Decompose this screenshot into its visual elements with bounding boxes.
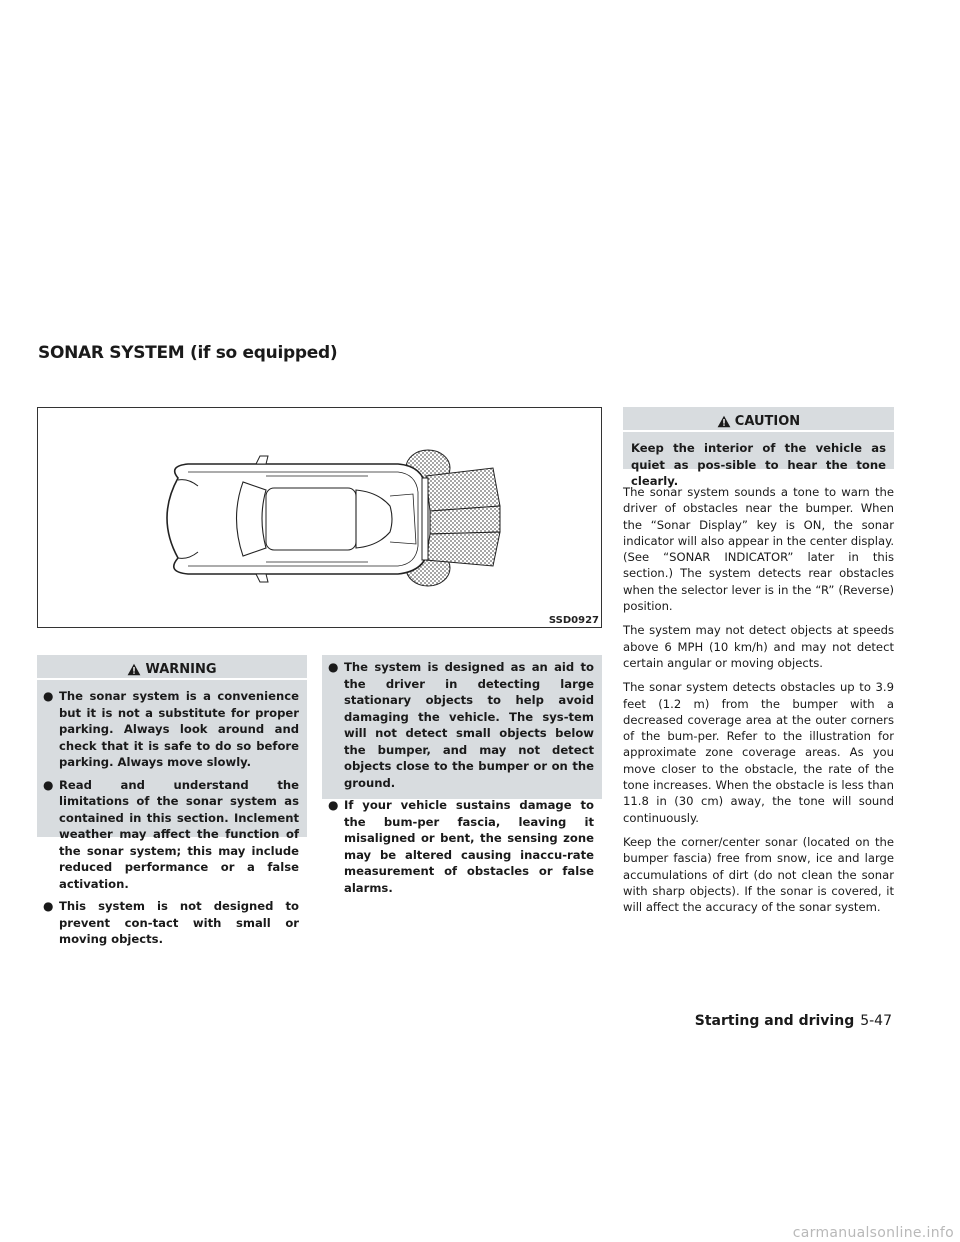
watermark-text: carmanualsonline.info: [792, 1225, 954, 1241]
watermark: [0, 1224, 960, 1242]
warning-title: WARNING: [145, 661, 217, 677]
warning-item: ● The sonar system is a convenience but it is not a substitute for proper parking. Always look around and check that it is safe to do so before parking. Always move slowly.: [43, 689, 299, 769]
figure-code: SSD0927: [548, 615, 599, 626]
page-footer: [695, 1013, 892, 1029]
warning-item: ● If your vehicle sustains damage to the bum-per fascia, leaving it misaligned or bent, the sensing zone may be altered causing inaccu-rate measurement of obstacles or false alarms.: [328, 798, 594, 895]
caution-box: [623, 407, 894, 488]
warning-heading: [37, 655, 307, 680]
chapter-name: Starting and driving: [694, 1013, 855, 1029]
warning-item: ● Read and understand the limitations of the sonar system as contained in this section. Inclement weather may affect the function of the sonar system; this may include reduced performance or a false activation.: [43, 777, 299, 891]
body-paragraph: The sonar system sounds a tone to warn the driver of obstacles near the bumper. When the “Sonar Display” key is ON, the sonar indicator will also appear in the center display. (See “SONAR INDICATOR” later in this section.) The system detects rear obstacles when the selector lever is in the “R” (Reverse) position.: [623, 485, 894, 614]
caution-heading: [623, 407, 894, 432]
body-paragraph: Keep the corner/center sonar (located on the bumper fascia) free from snow, ice and large accumulations of dirt (do not clean the sonar with sharp objects). If the sonar is covered, it will affect the accuracy of the sonar system.: [623, 834, 894, 915]
body-paragraph: The sonar system detects obstacles up to 3.9 feet (1.2 m) from the bumper with a decreased coverage area at the outer corners of the bum-per. Refer to the illustration for approximate zone coverage areas. As you move closer to the obstacle, the rate of the tone increases. When the obstacle is less than 11.8 in (30 cm) away, the tone will sound continuously.: [623, 680, 894, 825]
warning-box-right: [322, 655, 602, 895]
caution-text: Keep the interior of the vehicle as quiet as pos-sible to hear the tone clearly.: [631, 441, 886, 488]
car-sonar-coverage-illustration: [38, 408, 603, 629]
section-title: SONAR SYSTEM (if so equipped): [38, 343, 338, 363]
sonar-illustration: [37, 407, 602, 628]
body-text-column: [623, 484, 894, 923]
body-paragraph: The system may not detect objects at speeds above 6 MPH (10 km/h) and may not detect certain angular or moving objects.: [623, 623, 894, 670]
caution-title: CAUTION: [734, 413, 801, 429]
warning-item: ● This system is not designed to prevent con-tact with small or moving objects.: [43, 899, 299, 946]
warning-triangle-icon: [717, 415, 731, 428]
warning-item: ● The system is designed as an aid to the driver in detecting large stationary objects to help avoid damaging the vehicle. The sys-tem will not detect small objects below the bumper, and may not detect objects close to the bumper or on the ground.: [328, 660, 594, 790]
page-number: 5-47: [860, 1013, 892, 1029]
warning-box-left: [37, 655, 307, 946]
warning-triangle-icon: [127, 663, 141, 676]
